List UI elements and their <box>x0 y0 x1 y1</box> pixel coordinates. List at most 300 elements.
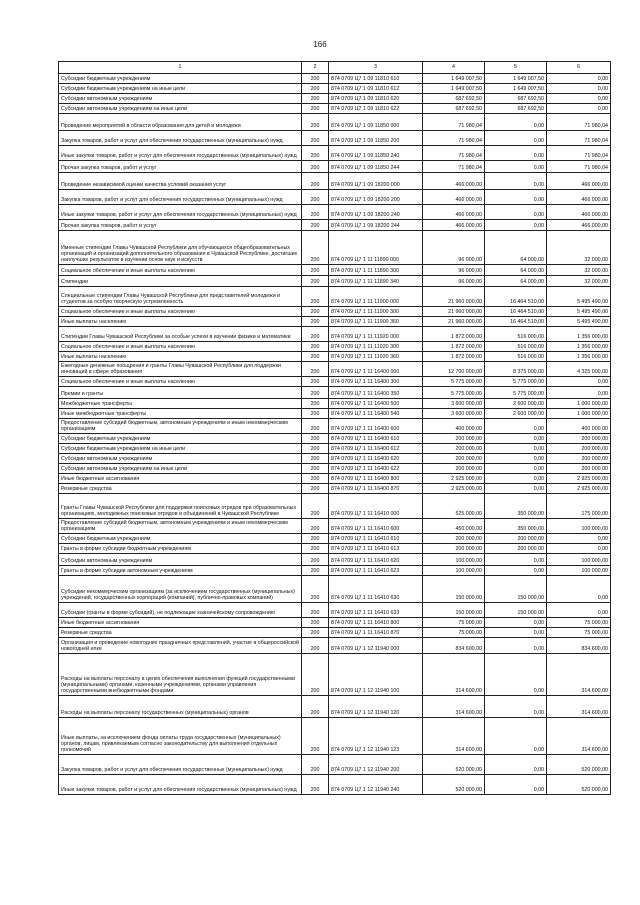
budget-classification-code-cell: 874 0709 Ц7 1 11 16400 600 <box>329 419 423 434</box>
amount-column-5-cell: 200 000,00 <box>485 544 547 554</box>
amount-column-5-cell: 0,00 <box>485 173 547 190</box>
expense-name-cell: Социальное обеспечение и иные выплаты населению <box>59 377 302 387</box>
amount-column-4-cell: 150 000,00 <box>423 603 485 618</box>
line-code-cell: 200 <box>302 205 329 220</box>
amount-column-5-cell: 350 000,00 <box>485 494 547 519</box>
amount-column-4-cell: 96 000,00 <box>423 265 485 276</box>
expense-name-cell: Субсидии автономным учреждениям на иные цели <box>59 464 302 474</box>
amount-column-6-cell: 834 600,00 <box>547 638 611 654</box>
line-code-cell: 200 <box>302 131 329 146</box>
table-row <box>59 519 611 534</box>
amount-column-6-cell: 314 600,00 <box>547 696 611 718</box>
expense-name-cell: Расходы на выплаты персоналу в целях обеспечения выполнения функций государственными (муниципальными) органами, казенными учреждениями, органами управления государственными внебюджетными фондами <box>59 654 302 696</box>
line-code-cell: 200 <box>302 464 329 474</box>
amount-column-5-cell: 16 464 510,00 <box>485 287 547 307</box>
table-row <box>59 231 611 265</box>
amount-column-5-cell: 0,00 <box>485 464 547 474</box>
budget-classification-code-cell: 874 0709 Ц7 1 12 11940 100 <box>329 654 423 696</box>
budget-classification-code-cell: 874 0709 Ц7 1 11 16400 500 <box>329 399 423 409</box>
expense-name-cell: Именные стипендии Главы Чувашской Республики для обучающихся общеобразовательных организаций и организаций дополнительного образования в Чувашской Республике, достигших наилучших результатов в изучении основ наук и искусств <box>59 231 302 265</box>
line-code-cell: 200 <box>302 544 329 554</box>
amount-column-5-cell: 0,00 <box>485 566 547 576</box>
table-row <box>59 399 611 409</box>
amount-column-5-cell: 150 000,00 <box>485 576 547 603</box>
amount-column-5-cell: 200 000,00 <box>485 534 547 544</box>
amount-column-6-cell: 100 000,00 <box>547 519 611 534</box>
table-row <box>59 696 611 718</box>
amount-column-5-cell: 0,00 <box>485 434 547 444</box>
budget-classification-code-cell: 874 0709 Ц7 1 11 16400 540 <box>329 409 423 419</box>
table-row <box>59 317 611 327</box>
amount-column-4-cell: 71 980,04 <box>423 161 485 173</box>
expense-name-cell: Субсидии (гранты в форме субсидий), не подлежащие казначейскому сопровождению <box>59 603 302 618</box>
expense-name-cell: Субсидии автономным учреждениям на иные цели <box>59 104 302 114</box>
amount-column-5-cell: 0,00 <box>485 454 547 464</box>
budget-classification-code-cell: 874 0709 Ц7 1 12 11940 123 <box>329 718 423 755</box>
line-code-cell: 200 <box>302 84 329 94</box>
amount-column-6-cell: 2 925 000,00 <box>547 474 611 484</box>
amount-column-6-cell: 100 000,00 <box>547 554 611 566</box>
amount-column-4-cell: 466 000,00 <box>423 220 485 231</box>
budget-classification-code-cell: 874 0709 Ц7 1 11 11900 300 <box>329 307 423 317</box>
line-code-cell: 200 <box>302 638 329 654</box>
amount-column-4-cell: 75 000,00 <box>423 628 485 638</box>
expense-name-cell: Гранты Главы Чувашской Республики для поддержки поисковых отрядов при образовательных организациях, молодежных поисковых отрядов и объединений в Чувашской Республике <box>59 494 302 519</box>
amount-column-4-cell: 150 000,00 <box>423 576 485 603</box>
amount-column-6-cell: 1 000 000,00 <box>547 409 611 419</box>
table-row <box>59 444 611 454</box>
expense-name-cell: Предоставление субсидий бюджетным, автономным учреждениям и иным некоммерческим организациям <box>59 419 302 434</box>
amount-column-6-cell: 2 925 000,00 <box>547 484 611 494</box>
expense-name-cell: Субсидии автономным учреждениям <box>59 554 302 566</box>
amount-column-5-cell: 1 649 007,50 <box>485 84 547 94</box>
budget-classification-code-cell: 874 0709 Ц7 1 09 11810 622 <box>329 104 423 114</box>
line-code-cell: 200 <box>302 718 329 755</box>
line-code-cell: 200 <box>302 654 329 696</box>
amount-column-5-cell: 0,00 <box>485 484 547 494</box>
amount-column-6-cell: 4 325 000,00 <box>547 362 611 377</box>
amount-column-6-cell: 0,00 <box>547 534 611 544</box>
amount-column-6-cell: 466 000,00 <box>547 205 611 220</box>
line-code-cell: 200 <box>302 377 329 387</box>
expense-name-cell: Прочая закупка товаров, работ и услуг <box>59 161 302 173</box>
expense-name-cell: Премии и гранты <box>59 387 302 399</box>
budget-classification-code-cell: 874 0709 Ц7 1 11 11920 000 <box>329 327 423 342</box>
line-code-cell: 200 <box>302 554 329 566</box>
budget-classification-code-cell: 874 0709 Ц7 1 11 11890 300 <box>329 265 423 276</box>
amount-column-5-cell: 0,00 <box>485 220 547 231</box>
amount-column-5-cell: 8 375 000,00 <box>485 362 547 377</box>
table-row <box>59 146 611 161</box>
amount-column-6-cell: 1 356 000,00 <box>547 352 611 362</box>
table-row <box>59 74 611 84</box>
amount-column-4-cell: 314 600,00 <box>423 696 485 718</box>
budget-classification-code-cell: 874 0709 Ц7 1 11 11890 340 <box>329 276 423 287</box>
budget-classification-code-cell: 874 0709 Ц7 1 11 16400 870 <box>329 484 423 494</box>
amount-column-6-cell: 32 000,00 <box>547 276 611 287</box>
table-row <box>59 94 611 104</box>
expense-name-cell: Субсидии бюджетным учреждениям <box>59 534 302 544</box>
amount-column-5-cell: 16 464 510,00 <box>485 317 547 327</box>
amount-column-6-cell: 314 600,00 <box>547 718 611 755</box>
budget-classification-code-cell: 874 0709 Ц7 1 12 11940 000 <box>329 638 423 654</box>
table-row <box>59 84 611 94</box>
amount-column-6-cell: 5 495 490,00 <box>547 287 611 307</box>
amount-column-4-cell: 12 700 000,00 <box>423 362 485 377</box>
amount-column-5-cell: 2 600 000,00 <box>485 409 547 419</box>
budget-classification-code-cell: 874 0709 Ц7 1 09 18200 244 <box>329 220 423 231</box>
budget-classification-code-cell: 874 0709 Ц7 1 11 16410 870 <box>329 628 423 638</box>
amount-column-6-cell: 200 000,00 <box>547 454 611 464</box>
table-row <box>59 474 611 484</box>
amount-column-6-cell: 0,00 <box>547 377 611 387</box>
line-code-cell: 200 <box>302 173 329 190</box>
budget-classification-code-cell: 874 0709 Ц7 1 12 11940 200 <box>329 755 423 775</box>
amount-column-4-cell: 200 000,00 <box>423 544 485 554</box>
expense-name-cell: Организация и проведение новогодних праздничных представлений, участие в общероссийской новогодней елке <box>59 638 302 654</box>
budget-classification-code-cell: 874 0709 Ц7 1 09 11850 244 <box>329 161 423 173</box>
table-row <box>59 755 611 775</box>
amount-column-5-cell: 516 000,00 <box>485 352 547 362</box>
budget-classification-code-cell: 874 0709 Ц7 1 11 16410 620 <box>329 554 423 566</box>
amount-column-5-cell: 0,00 <box>485 474 547 484</box>
amount-column-6-cell: 100 000,00 <box>547 566 611 576</box>
amount-column-5-cell: 687 692,50 <box>485 94 547 104</box>
amount-column-6-cell: 400 000,00 <box>547 419 611 434</box>
amount-column-4-cell: 5 775 000,00 <box>423 377 485 387</box>
amount-column-4-cell: 3 600 000,00 <box>423 409 485 419</box>
table-row <box>59 434 611 444</box>
amount-column-5-cell: 64 000,00 <box>485 231 547 265</box>
line-code-cell: 200 <box>302 399 329 409</box>
budget-classification-code-cell: 874 0709 Ц7 1 11 11920 300 <box>329 342 423 352</box>
amount-column-6-cell: 71 980,04 <box>547 131 611 146</box>
line-code-cell: 200 <box>302 220 329 231</box>
table-row <box>59 654 611 696</box>
amount-column-5-cell: 5 775 000,00 <box>485 387 547 399</box>
amount-column-4-cell: 450 000,00 <box>423 519 485 534</box>
amount-column-4-cell: 520 000,00 <box>423 775 485 795</box>
amount-column-4-cell: 400 000,00 <box>423 419 485 434</box>
expense-name-cell: Закупка товаров, работ и услуг для обеспечения государственных (муниципальных) нужд <box>59 131 302 146</box>
table-row <box>59 377 611 387</box>
budget-classification-code-cell: 874 0709 Ц7 1 11 16410 600 <box>329 519 423 534</box>
expense-name-cell: Иные закупки товаров, работ и услуг для обеспечения государственных (муниципальных) нужд <box>59 205 302 220</box>
budget-classification-code-cell: 874 0709 Ц7 1 09 11850 200 <box>329 131 423 146</box>
amount-column-4-cell: 200 000,00 <box>423 454 485 464</box>
amount-column-4-cell: 21 960 000,00 <box>423 307 485 317</box>
budget-classification-code-cell: 874 0709 Ц7 1 11 16400 622 <box>329 464 423 474</box>
line-code-cell: 200 <box>302 362 329 377</box>
table-row <box>59 352 611 362</box>
table-row <box>59 618 611 628</box>
amount-column-4-cell: 100 000,00 <box>423 566 485 576</box>
amount-column-6-cell: 520 000,00 <box>547 775 611 795</box>
amount-column-6-cell: 200 000,00 <box>547 444 611 454</box>
amount-column-6-cell: 1 000 000,00 <box>547 399 611 409</box>
line-code-cell: 200 <box>302 444 329 454</box>
amount-column-6-cell: 71 980,04 <box>547 146 611 161</box>
amount-column-6-cell: 32 000,00 <box>547 231 611 265</box>
amount-column-4-cell: 75 000,00 <box>423 618 485 628</box>
amount-column-5-cell: 0,00 <box>485 205 547 220</box>
amount-column-5-cell: 0,00 <box>485 654 547 696</box>
amount-column-4-cell: 520 000,00 <box>423 755 485 775</box>
expense-name-cell: Субсидии бюджетным учреждениям <box>59 434 302 444</box>
line-code-cell: 200 <box>302 307 329 317</box>
amount-column-6-cell: 0,00 <box>547 104 611 114</box>
amount-column-4-cell: 3 600 000,00 <box>423 399 485 409</box>
table-row <box>59 454 611 464</box>
amount-column-6-cell: 0,00 <box>547 544 611 554</box>
amount-column-4-cell: 21 960 000,00 <box>423 317 485 327</box>
table-row <box>59 638 611 654</box>
budget-classification-code-cell: 874 0709 Ц7 1 11 11900 360 <box>329 317 423 327</box>
amount-column-4-cell: 466 000,00 <box>423 190 485 205</box>
amount-column-5-cell: 0,00 <box>485 554 547 566</box>
table-row <box>59 161 611 173</box>
line-code-cell: 200 <box>302 104 329 114</box>
line-code-cell: 200 <box>302 231 329 265</box>
amount-column-4-cell: 687 692,50 <box>423 94 485 104</box>
amount-column-4-cell: 466 000,00 <box>423 173 485 190</box>
amount-column-5-cell: 516 000,00 <box>485 342 547 352</box>
table-row <box>59 775 611 795</box>
line-code-cell: 200 <box>302 419 329 434</box>
expense-name-cell: Закупка товаров, работ и услуг для обеспечения государственных (муниципальных) нужд <box>59 190 302 205</box>
expense-name-cell: Проведение независимой оценки качества условий оказания услуг <box>59 173 302 190</box>
line-code-cell: 200 <box>302 265 329 276</box>
expense-name-cell: Иные выплаты населению <box>59 352 302 362</box>
amount-column-4-cell: 687 692,50 <box>423 104 485 114</box>
expense-name-cell: Субсидии бюджетным учреждениям на иные цели <box>59 84 302 94</box>
line-code-cell: 200 <box>302 519 329 534</box>
table-row <box>59 494 611 519</box>
table-row <box>59 114 611 131</box>
table-row <box>59 464 611 474</box>
amount-column-5-cell: 150 000,00 <box>485 603 547 618</box>
line-code-cell: 200 <box>302 327 329 342</box>
budget-classification-code-cell: 874 0709 Ц7 1 12 11940 120 <box>329 696 423 718</box>
expense-name-cell: Субсидии бюджетным учреждениям <box>59 74 302 84</box>
budget-classification-code-cell: 874 0709 Ц7 1 09 18200 000 <box>329 173 423 190</box>
line-code-cell: 200 <box>302 276 329 287</box>
expense-name-cell: Проведение мероприятий в области образования для детей и молодежи <box>59 114 302 131</box>
expense-name-cell: Специальные стипендии Главы Чувашской Республики для представителей молодежи и студентов за особую творческую устремленность <box>59 287 302 307</box>
amount-column-4-cell: 200 000,00 <box>423 464 485 474</box>
amount-column-5-cell: 0,00 <box>485 419 547 434</box>
budget-classification-code-cell: 874 0709 Ц7 1 11 16410 000 <box>329 494 423 519</box>
expense-name-cell: Предоставление субсидий бюджетным, автономным учреждениям и иным некоммерческим организациям <box>59 519 302 534</box>
amount-column-4-cell: 1 649 007,50 <box>423 74 485 84</box>
expense-name-cell: Иные бюджетные ассигнования <box>59 618 302 628</box>
line-code-cell: 200 <box>302 94 329 104</box>
line-code-cell: 200 <box>302 114 329 131</box>
budget-classification-code-cell: 874 0709 Ц7 1 11 16400 350 <box>329 387 423 399</box>
budget-classification-code-cell: 874 0709 Ц7 1 09 18200 200 <box>329 190 423 205</box>
table-row <box>59 220 611 231</box>
line-code-cell: 200 <box>302 566 329 576</box>
line-code-cell: 200 <box>302 317 329 327</box>
amount-column-4-cell: 200 000,00 <box>423 434 485 444</box>
line-code-cell: 200 <box>302 576 329 603</box>
amount-column-4-cell: 834 600,00 <box>423 638 485 654</box>
expense-name-cell: Гранты в форме субсидии бюджетным учреждениям <box>59 544 302 554</box>
line-code-cell: 200 <box>302 287 329 307</box>
table-header-row <box>59 62 611 74</box>
amount-column-6-cell: 0,00 <box>547 576 611 603</box>
line-code-cell: 200 <box>302 454 329 464</box>
expense-name-cell: Ежегодные денежные поощрения и гранты Главы Чувашской Республики для поддержки инноваций в сфере образования <box>59 362 302 377</box>
expense-name-cell: Расходы на выплаты персоналу государственных (муниципальных) органов <box>59 696 302 718</box>
expense-name-cell: Иные межбюджетные трансферты <box>59 409 302 419</box>
amount-column-5-cell: 16 464 510,00 <box>485 307 547 317</box>
amount-column-4-cell: 314 600,00 <box>423 718 485 755</box>
budget-classification-code-cell: 874 0709 Ц7 1 09 11850 000 <box>329 114 423 131</box>
amount-column-6-cell: 466 000,00 <box>547 190 611 205</box>
budget-classification-code-cell: 874 0709 Ц7 1 11 16410 630 <box>329 576 423 603</box>
expense-name-cell: Социальное обеспечение и иные выплаты населению <box>59 342 302 352</box>
amount-column-4-cell: 1 872 000,00 <box>423 342 485 352</box>
amount-column-6-cell: 75 000,00 <box>547 628 611 638</box>
amount-column-6-cell: 75 000,00 <box>547 618 611 628</box>
amount-column-4-cell: 2 925 000,00 <box>423 484 485 494</box>
amount-column-5-cell: 0,00 <box>485 718 547 755</box>
expense-name-cell: Прочая закупка товаров, работ и услуг <box>59 220 302 231</box>
amount-column-6-cell: 0,00 <box>547 84 611 94</box>
column-header: 2 <box>302 62 329 74</box>
amount-column-6-cell: 0,00 <box>547 603 611 618</box>
budget-classification-code-cell: 874 0709 Ц7 1 09 11810 610 <box>329 74 423 84</box>
budget-table <box>58 61 611 795</box>
table-row <box>59 718 611 755</box>
amount-column-4-cell: 5 775 000,00 <box>423 387 485 399</box>
amount-column-6-cell: 0,00 <box>547 387 611 399</box>
expense-name-cell: Иные бюджетные ассигнования <box>59 474 302 484</box>
amount-column-4-cell: 71 980,04 <box>423 146 485 161</box>
table-row <box>59 287 611 307</box>
table-row <box>59 173 611 190</box>
column-header: 4 <box>423 62 485 74</box>
budget-classification-code-cell: 874 0709 Ц7 1 11 11890 000 <box>329 231 423 265</box>
budget-classification-code-cell: 874 0709 Ц7 1 11 16400 300 <box>329 377 423 387</box>
amount-column-4-cell: 1 872 000,00 <box>423 327 485 342</box>
budget-classification-code-cell: 874 0709 Ц7 1 12 11940 240 <box>329 775 423 795</box>
amount-column-5-cell: 0,00 <box>485 114 547 131</box>
amount-column-5-cell: 0,00 <box>485 146 547 161</box>
budget-classification-code-cell: 874 0709 Ц7 1 11 16400 800 <box>329 474 423 484</box>
expense-name-cell: Стипендии <box>59 276 302 287</box>
budget-classification-code-cell: 874 0709 Ц7 1 11 16410 610 <box>329 534 423 544</box>
table-row <box>59 628 611 638</box>
amount-column-5-cell: 350 000,00 <box>485 519 547 534</box>
amount-column-5-cell: 0,00 <box>485 755 547 775</box>
expense-name-cell: Иные выплаты населению <box>59 317 302 327</box>
amount-column-5-cell: 0,00 <box>485 628 547 638</box>
amount-column-4-cell: 71 980,04 <box>423 131 485 146</box>
column-header: 3 <box>329 62 423 74</box>
table-row <box>59 307 611 317</box>
budget-classification-code-cell: 874 0709 Ц7 1 11 16400 000 <box>329 362 423 377</box>
table-row <box>59 419 611 434</box>
line-code-cell: 200 <box>302 387 329 399</box>
table-row <box>59 205 611 220</box>
budget-classification-code-cell: 874 0709 Ц7 1 11 11920 360 <box>329 352 423 362</box>
amount-column-4-cell: 200 000,00 <box>423 444 485 454</box>
amount-column-6-cell: 32 000,00 <box>547 265 611 276</box>
amount-column-4-cell: 96 000,00 <box>423 276 485 287</box>
expense-name-cell: Резервные средства <box>59 484 302 494</box>
amount-column-5-cell: 0,00 <box>485 161 547 173</box>
amount-column-5-cell: 5 775 000,00 <box>485 377 547 387</box>
amount-column-6-cell: 466 000,00 <box>547 220 611 231</box>
table-row <box>59 554 611 566</box>
table-row <box>59 387 611 399</box>
amount-column-4-cell: 525 000,00 <box>423 494 485 519</box>
budget-classification-code-cell: 874 0709 Ц7 1 11 16410 623 <box>329 566 423 576</box>
budget-classification-code-cell: 874 0709 Ц7 1 09 18200 240 <box>329 205 423 220</box>
amount-column-4-cell: 96 000,00 <box>423 231 485 265</box>
expense-name-cell: Стипендии Главы Чувашской Республики за особые успехи в изучении физики и математики <box>59 327 302 342</box>
budget-classification-code-cell: 874 0709 Ц7 1 09 11810 612 <box>329 84 423 94</box>
amount-column-4-cell: 1 649 007,50 <box>423 84 485 94</box>
table-row <box>59 104 611 114</box>
amount-column-5-cell: 64 000,00 <box>485 276 547 287</box>
table-row <box>59 362 611 377</box>
line-code-cell: 200 <box>302 434 329 444</box>
table-row <box>59 534 611 544</box>
expense-name-cell: Субсидии бюджетным учреждениям на иные цели <box>59 444 302 454</box>
table-row <box>59 576 611 603</box>
amount-column-6-cell: 466 000,00 <box>547 173 611 190</box>
budget-classification-code-cell: 874 0709 Ц7 1 11 11900 000 <box>329 287 423 307</box>
amount-column-4-cell: 314 600,00 <box>423 654 485 696</box>
amount-column-6-cell: 5 495 490,00 <box>547 307 611 317</box>
page-number: 166 <box>313 40 327 49</box>
expense-name-cell: Иные закупки товаров, работ и услуг для обеспечения государственных (муниципальных) нужд <box>59 146 302 161</box>
table-row <box>59 409 611 419</box>
table-row <box>59 131 611 146</box>
amount-column-5-cell: 0,00 <box>485 444 547 454</box>
expense-name-cell: Субсидии некоммерческим организациям (за исключением государственных (муниципальных) учреждений, государственных корпораций (компаний), публично-правовых компаний) <box>59 576 302 603</box>
expense-name-cell: Иные закупки товаров, работ и услуг для обеспечения государственных (муниципальных) нужд <box>59 775 302 795</box>
column-header: 1 <box>59 62 302 74</box>
amount-column-4-cell: 21 960 000,00 <box>423 287 485 307</box>
budget-classification-code-cell: 874 0709 Ц7 1 11 16410 633 <box>329 603 423 618</box>
amount-column-6-cell: 200 000,00 <box>547 464 611 474</box>
amount-column-4-cell: 1 872 000,00 <box>423 352 485 362</box>
line-code-cell: 200 <box>302 342 329 352</box>
budget-classification-code-cell: 874 0709 Ц7 1 11 16400 610 <box>329 434 423 444</box>
amount-column-5-cell: 2 600 000,00 <box>485 399 547 409</box>
amount-column-6-cell: 200 000,00 <box>547 434 611 444</box>
line-code-cell: 200 <box>302 775 329 795</box>
line-code-cell: 200 <box>302 352 329 362</box>
line-code-cell: 200 <box>302 409 329 419</box>
expense-name-cell: Иные выплаты, за исключением фонда оплаты труда государственных (муниципальных) органов, лицам, привлекаемым согласно законодательству для выполнения отдельных полномочий <box>59 718 302 755</box>
amount-column-5-cell: 0,00 <box>485 696 547 718</box>
line-code-cell: 200 <box>302 618 329 628</box>
amount-column-6-cell: 5 495 490,00 <box>547 317 611 327</box>
expense-name-cell: Резервные средства <box>59 628 302 638</box>
column-header: 6 <box>547 62 611 74</box>
expense-name-cell: Закупка товаров, работ и услуг для обеспечения государственных (муниципальных) нужд <box>59 755 302 775</box>
line-code-cell: 200 <box>302 74 329 84</box>
line-code-cell: 200 <box>302 628 329 638</box>
budget-classification-code-cell: 874 0709 Ц7 1 11 16410 800 <box>329 618 423 628</box>
amount-column-6-cell: 0,00 <box>547 94 611 104</box>
table-row <box>59 342 611 352</box>
